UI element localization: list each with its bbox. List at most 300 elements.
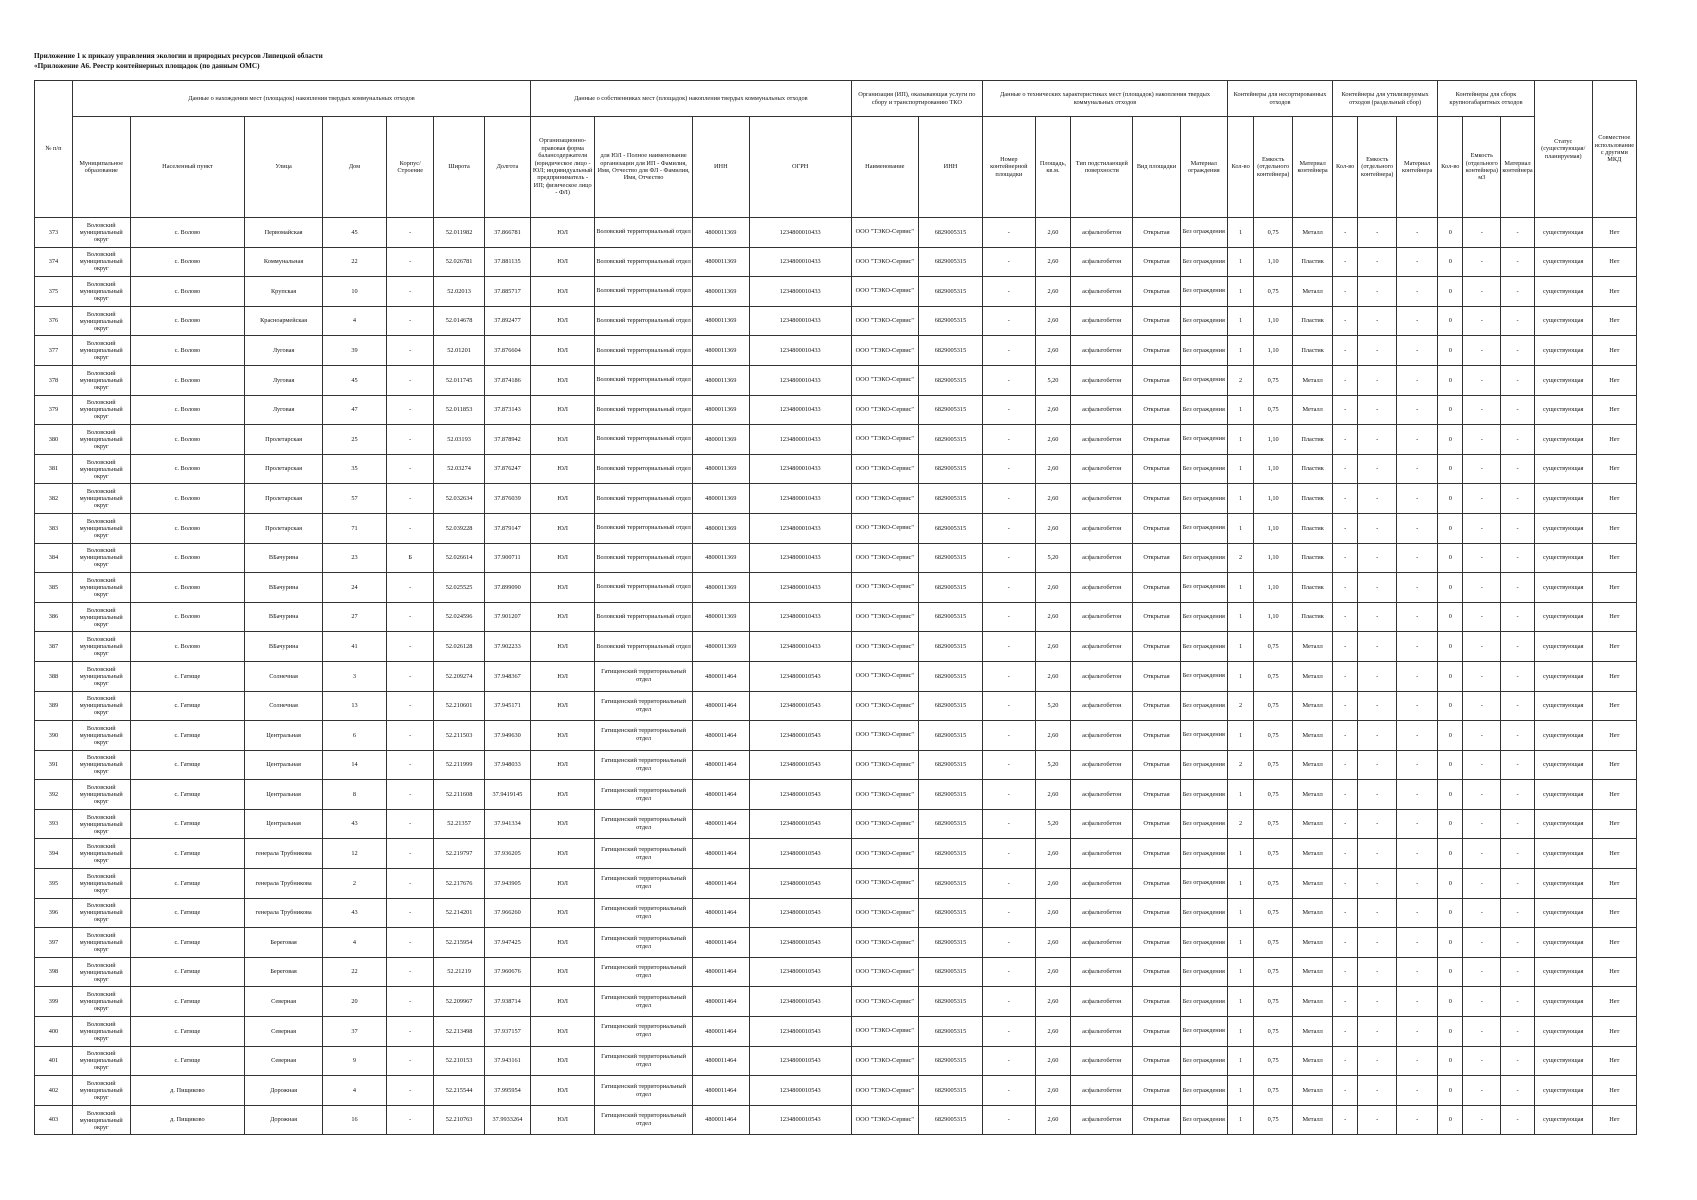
header-b-volume: Емкость (отдельного контейнера) м3: [1463, 117, 1501, 218]
cell-shared: Нет: [1592, 365, 1636, 395]
cell-r-material: -: [1397, 306, 1438, 336]
cell-ogrn: 1234800010433: [749, 632, 851, 662]
cell-owner-name: Гатищенский территориальный отдел: [595, 1046, 693, 1076]
cell-org-inn: 6829005315: [918, 661, 982, 691]
cell-inn: 4800011464: [692, 957, 749, 987]
cell-legal-form: ЮЛ: [531, 1076, 595, 1106]
cell-n: 384: [35, 543, 73, 573]
cell-org-inn: 6829005315: [918, 721, 982, 751]
cell-site-type: Открытая: [1133, 1076, 1180, 1106]
cell-b-count: 0: [1438, 484, 1463, 514]
cell-ogrn: 1234800010433: [749, 484, 851, 514]
cell-r-count: -: [1333, 336, 1358, 366]
cell-a-material: Металл: [1293, 661, 1333, 691]
cell-r-count: -: [1333, 750, 1358, 780]
cell-r-count: -: [1333, 780, 1358, 810]
cell-lat: 52.211999: [434, 750, 484, 780]
cell-settlement: с. Волово: [130, 632, 245, 662]
table-header: [35, 81, 1637, 218]
cell-b-count: 0: [1438, 987, 1463, 1017]
cell-site-number: -: [983, 277, 1036, 307]
cell-building: -: [387, 454, 434, 484]
cell-org-name: ООО "ТЭКО-Сервис": [851, 1105, 918, 1135]
cell-ogrn: 1234800010433: [749, 365, 851, 395]
cell-mo: Воловский муниципальный округ: [72, 602, 130, 632]
cell-ogrn: 1234800010433: [749, 336, 851, 366]
cell-org-inn: 6829005315: [918, 839, 982, 869]
cell-a-material: Пластик: [1293, 425, 1333, 455]
cell-shared: Нет: [1592, 809, 1636, 839]
cell-mo: Воловский муниципальный округ: [72, 839, 130, 869]
cell-b-volume: -: [1463, 513, 1501, 543]
cell-b-material: -: [1501, 365, 1535, 395]
cell-org-name: ООО "ТЭКО-Сервис": [851, 484, 918, 514]
cell-n: 373: [35, 218, 73, 248]
cell-a-volume: 1,10: [1254, 454, 1293, 484]
cell-r-material: -: [1397, 898, 1438, 928]
cell-building: -: [387, 928, 434, 958]
cell-a-volume: 0,75: [1254, 661, 1293, 691]
cell-area: 5,20: [1035, 750, 1071, 780]
cell-fence: Без ограждения: [1180, 898, 1227, 928]
cell-org-inn: 6829005315: [918, 1105, 982, 1135]
cell-lon: 37.943161: [484, 1046, 530, 1076]
cell-r-material: -: [1397, 425, 1438, 455]
cell-fence: Без ограждения: [1180, 1017, 1227, 1047]
cell-lon: 37.873143: [484, 395, 530, 425]
cell-street: Солнечная: [245, 661, 323, 691]
cell-house: 20: [322, 987, 386, 1017]
cell-r-material: -: [1397, 721, 1438, 751]
table-row: [35, 395, 1637, 425]
cell-house: 4: [322, 306, 386, 336]
cell-site-type: Открытая: [1133, 1017, 1180, 1047]
header-a-volume: Емкость (отдельного контейнера): [1254, 117, 1293, 218]
cell-site-type: Открытая: [1133, 306, 1180, 336]
cell-ogrn: 1234800010543: [749, 691, 851, 721]
table-row: [35, 602, 1637, 632]
cell-area: 5,20: [1035, 365, 1071, 395]
cell-legal-form: ЮЛ: [531, 1017, 595, 1047]
cell-r-material: -: [1397, 513, 1438, 543]
cell-shared: Нет: [1592, 1105, 1636, 1135]
table-row: [35, 839, 1637, 869]
cell-n: 394: [35, 839, 73, 869]
cell-a-material: Пластик: [1293, 336, 1333, 366]
cell-surface: асфальтобетон: [1071, 839, 1133, 869]
header-group-recyclable: Контейнеры для утилизируемых отходов (раздельный сбор): [1333, 81, 1438, 117]
cell-settlement: с. Волово: [130, 543, 245, 573]
cell-org-name: ООО "ТЭКО-Сервис": [851, 869, 918, 899]
cell-r-count: -: [1333, 513, 1358, 543]
cell-a-count: 1: [1227, 1046, 1253, 1076]
cell-building: -: [387, 839, 434, 869]
cell-lat: 52.03274: [434, 454, 484, 484]
cell-lat: 52.011982: [434, 218, 484, 248]
cell-site-type: Открытая: [1133, 543, 1180, 573]
cell-mo: Воловский муниципальный округ: [72, 336, 130, 366]
cell-org-inn: 6829005315: [918, 987, 982, 1017]
cell-settlement: с. Гатище: [130, 928, 245, 958]
cell-legal-form: ЮЛ: [531, 957, 595, 987]
cell-org-name: ООО "ТЭКО-Сервис": [851, 1046, 918, 1076]
cell-a-count: 2: [1227, 691, 1253, 721]
cell-surface: асфальтобетон: [1071, 809, 1133, 839]
cell-mo: Воловский муниципальный округ: [72, 454, 130, 484]
cell-surface: асфальтобетон: [1071, 513, 1133, 543]
cell-owner-name: Гатищенский территориальный отдел: [595, 898, 693, 928]
cell-fence: Без ограждения: [1180, 395, 1227, 425]
cell-b-volume: -: [1463, 602, 1501, 632]
cell-settlement: с. Волово: [130, 247, 245, 277]
cell-b-material: -: [1501, 513, 1535, 543]
cell-b-volume: -: [1463, 721, 1501, 751]
cell-site-type: Открытая: [1133, 750, 1180, 780]
cell-street: Дорожная: [245, 1105, 323, 1135]
cell-lon: 37.892477: [484, 306, 530, 336]
cell-shared: Нет: [1592, 395, 1636, 425]
cell-b-volume: -: [1463, 277, 1501, 307]
cell-a-volume: 0,75: [1254, 780, 1293, 810]
cell-building: -: [387, 809, 434, 839]
cell-a-material: Металл: [1293, 721, 1333, 751]
cell-a-count: 1: [1227, 957, 1253, 987]
cell-org-inn: 6829005315: [918, 247, 982, 277]
cell-b-material: -: [1501, 425, 1535, 455]
cell-a-count: 1: [1227, 987, 1253, 1017]
cell-n: 393: [35, 809, 73, 839]
cell-status: существующая: [1534, 543, 1592, 573]
cell-shared: Нет: [1592, 277, 1636, 307]
cell-a-volume: 1,10: [1254, 513, 1293, 543]
cell-house: 47: [322, 395, 386, 425]
cell-b-volume: -: [1463, 1046, 1501, 1076]
cell-b-material: -: [1501, 957, 1535, 987]
cell-house: 24: [322, 573, 386, 603]
cell-fence: Без ограждения: [1180, 691, 1227, 721]
cell-area: 2,60: [1035, 513, 1071, 543]
cell-status: существующая: [1534, 898, 1592, 928]
cell-surface: асфальтобетон: [1071, 928, 1133, 958]
cell-house: 22: [322, 957, 386, 987]
header-legal-form: Организационно-правовая форма балансодержателя (юридическое лицо - ЮЛ; индивидуальный предприниматель - ИП; физическое лицо - ФЛ): [531, 117, 595, 218]
cell-house: 16: [322, 1105, 386, 1135]
cell-status: существующая: [1534, 247, 1592, 277]
cell-a-material: Металл: [1293, 691, 1333, 721]
table-row: [35, 691, 1637, 721]
cell-n: 392: [35, 780, 73, 810]
cell-n: 391: [35, 750, 73, 780]
cell-org-name: ООО "ТЭКО-Сервис": [851, 336, 918, 366]
cell-site-number: -: [983, 602, 1036, 632]
cell-site-type: Открытая: [1133, 809, 1180, 839]
cell-house: 8: [322, 780, 386, 810]
cell-r-material: -: [1397, 957, 1438, 987]
cell-building: -: [387, 306, 434, 336]
cell-a-volume: 0,75: [1254, 957, 1293, 987]
header-b-material: Материал контейнера: [1501, 117, 1535, 218]
cell-r-count: -: [1333, 395, 1358, 425]
cell-b-volume: -: [1463, 365, 1501, 395]
cell-a-volume: 0,75: [1254, 632, 1293, 662]
cell-inn: 4800011369: [692, 513, 749, 543]
cell-lat: 52.21219: [434, 957, 484, 987]
cell-surface: асфальтобетон: [1071, 987, 1133, 1017]
cell-site-number: -: [983, 987, 1036, 1017]
cell-site-type: Открытая: [1133, 602, 1180, 632]
cell-ogrn: 1234800010543: [749, 661, 851, 691]
cell-shared: Нет: [1592, 543, 1636, 573]
cell-area: 2,60: [1035, 247, 1071, 277]
cell-org-inn: 6829005315: [918, 602, 982, 632]
table-row: [35, 365, 1637, 395]
cell-org-inn: 6829005315: [918, 336, 982, 366]
cell-b-material: -: [1501, 721, 1535, 751]
cell-a-count: 1: [1227, 454, 1253, 484]
cell-b-count: 0: [1438, 661, 1463, 691]
cell-b-volume: -: [1463, 987, 1501, 1017]
cell-inn: 4800011464: [692, 661, 749, 691]
cell-area: 2,60: [1035, 1076, 1071, 1106]
header-group-owners: Данные о собственниках мест (площадок) накопления твердых коммунальных отходов: [531, 81, 852, 117]
cell-ogrn: 1234800010433: [749, 218, 851, 248]
cell-settlement: с. Гатище: [130, 898, 245, 928]
cell-inn: 4800011369: [692, 454, 749, 484]
cell-status: существующая: [1534, 1046, 1592, 1076]
cell-a-material: Пластик: [1293, 573, 1333, 603]
cell-building: -: [387, 721, 434, 751]
cell-fence: Без ограждения: [1180, 661, 1227, 691]
cell-r-volume: -: [1358, 750, 1397, 780]
cell-org-inn: 6829005315: [918, 750, 982, 780]
cell-r-material: -: [1397, 691, 1438, 721]
cell-building: -: [387, 898, 434, 928]
cell-settlement: с. Волово: [130, 425, 245, 455]
cell-legal-form: ЮЛ: [531, 395, 595, 425]
cell-owner-name: Гатищенский территориальный отдел: [595, 721, 693, 751]
cell-status: существующая: [1534, 1017, 1592, 1047]
cell-fence: Без ограждения: [1180, 365, 1227, 395]
cell-r-volume: -: [1358, 661, 1397, 691]
cell-lat: 52.217676: [434, 869, 484, 899]
cell-status: существующая: [1534, 839, 1592, 869]
cell-mo: Воловский муниципальный округ: [72, 573, 130, 603]
cell-site-number: -: [983, 484, 1036, 514]
cell-settlement: с. Гатище: [130, 721, 245, 751]
cell-surface: асфальтобетон: [1071, 1076, 1133, 1106]
cell-legal-form: ЮЛ: [531, 218, 595, 248]
cell-building: -: [387, 602, 434, 632]
cell-b-volume: -: [1463, 750, 1501, 780]
cell-b-count: 0: [1438, 425, 1463, 455]
cell-inn: 4800011369: [692, 218, 749, 248]
cell-ogrn: 1234800010543: [749, 987, 851, 1017]
cell-ogrn: 1234800010543: [749, 1017, 851, 1047]
cell-surface: асфальтобетон: [1071, 1105, 1133, 1135]
cell-surface: асфальтобетон: [1071, 395, 1133, 425]
cell-settlement: с. Гатище: [130, 780, 245, 810]
cell-mo: Воловский муниципальный округ: [72, 957, 130, 987]
cell-r-material: -: [1397, 218, 1438, 248]
cell-status: существующая: [1534, 454, 1592, 484]
cell-b-volume: -: [1463, 395, 1501, 425]
cell-a-count: 1: [1227, 306, 1253, 336]
cell-n: 396: [35, 898, 73, 928]
cell-ogrn: 1234800010433: [749, 573, 851, 603]
cell-house: 10: [322, 277, 386, 307]
cell-org-inn: 6829005315: [918, 277, 982, 307]
cell-owner-name: Воловский территориальный отдел: [595, 277, 693, 307]
cell-ogrn: 1234800010433: [749, 306, 851, 336]
cell-site-type: Открытая: [1133, 839, 1180, 869]
header-group-org: Организация (ИП), оказывающая услуги по сбору и транспортированию ТКО: [851, 81, 982, 117]
cell-house: 71: [322, 513, 386, 543]
document-title: [34, 51, 323, 71]
cell-r-count: -: [1333, 218, 1358, 248]
cell-lon: 37.879147: [484, 513, 530, 543]
cell-house: 3: [322, 661, 386, 691]
cell-site-number: -: [983, 750, 1036, 780]
cell-org-inn: 6829005315: [918, 425, 982, 455]
cell-org-name: ООО "ТЭКО-Сервис": [851, 721, 918, 751]
cell-r-count: -: [1333, 1105, 1358, 1135]
cell-site-number: -: [983, 543, 1036, 573]
cell-owner-name: Воловский территориальный отдел: [595, 247, 693, 277]
cell-r-volume: -: [1358, 454, 1397, 484]
cell-r-material: -: [1397, 1046, 1438, 1076]
cell-surface: асфальтобетон: [1071, 425, 1133, 455]
header-status: Статус (существующая/ планируемая): [1534, 81, 1592, 218]
cell-ogrn: 1234800010543: [749, 957, 851, 987]
cell-status: существующая: [1534, 721, 1592, 751]
cell-status: существующая: [1534, 691, 1592, 721]
cell-shared: Нет: [1592, 306, 1636, 336]
cell-b-count: 0: [1438, 750, 1463, 780]
cell-site-number: -: [983, 365, 1036, 395]
cell-lon: 37.937157: [484, 1017, 530, 1047]
cell-owner-name: Воловский территориальный отдел: [595, 632, 693, 662]
cell-fence: Без ограждения: [1180, 928, 1227, 958]
cell-b-material: -: [1501, 306, 1535, 336]
cell-b-material: -: [1501, 218, 1535, 248]
cell-status: существующая: [1534, 513, 1592, 543]
cell-a-material: Металл: [1293, 632, 1333, 662]
cell-mo: Воловский муниципальный округ: [72, 869, 130, 899]
cell-a-volume: 1,10: [1254, 247, 1293, 277]
cell-shared: Нет: [1592, 484, 1636, 514]
cell-a-volume: 0,75: [1254, 809, 1293, 839]
cell-r-material: -: [1397, 839, 1438, 869]
table-row: [35, 484, 1637, 514]
cell-b-material: -: [1501, 543, 1535, 573]
table-row: [35, 928, 1637, 958]
cell-house: 39: [322, 336, 386, 366]
cell-a-material: Металл: [1293, 218, 1333, 248]
cell-status: существующая: [1534, 928, 1592, 958]
cell-a-volume: 0,75: [1254, 987, 1293, 1017]
cell-site-number: -: [983, 632, 1036, 662]
cell-b-volume: -: [1463, 780, 1501, 810]
cell-lon: 37.938714: [484, 987, 530, 1017]
cell-settlement: с. Гатище: [130, 957, 245, 987]
cell-shared: Нет: [1592, 869, 1636, 899]
cell-house: 41: [322, 632, 386, 662]
cell-inn: 4800011464: [692, 869, 749, 899]
cell-b-material: -: [1501, 484, 1535, 514]
cell-house: 2: [322, 869, 386, 899]
cell-a-volume: 1,10: [1254, 543, 1293, 573]
cell-ogrn: 1234800010433: [749, 277, 851, 307]
cell-mo: Воловский муниципальный округ: [72, 691, 130, 721]
cell-org-name: ООО "ТЭКО-Сервис": [851, 306, 918, 336]
header-r-count: Кол-во: [1333, 117, 1358, 218]
cell-inn: 4800011464: [692, 1105, 749, 1135]
cell-b-material: -: [1501, 573, 1535, 603]
cell-owner-name: Гатищенский территориальный отдел: [595, 928, 693, 958]
cell-r-volume: -: [1358, 602, 1397, 632]
cell-b-material: -: [1501, 661, 1535, 691]
cell-org-name: ООО "ТЭКО-Сервис": [851, 277, 918, 307]
cell-site-number: -: [983, 1076, 1036, 1106]
cell-mo: Воловский муниципальный округ: [72, 987, 130, 1017]
cell-b-volume: -: [1463, 869, 1501, 899]
cell-legal-form: ЮЛ: [531, 691, 595, 721]
cell-area: 2,60: [1035, 336, 1071, 366]
cell-shared: Нет: [1592, 721, 1636, 751]
header-site-number: Номер контейнерной площадки: [983, 117, 1036, 218]
cell-b-count: 0: [1438, 247, 1463, 277]
cell-org-name: ООО "ТЭКО-Сервис": [851, 839, 918, 869]
cell-b-material: -: [1501, 277, 1535, 307]
cell-settlement: с. Волово: [130, 513, 245, 543]
cell-settlement: с. Гатище: [130, 1017, 245, 1047]
cell-house: 13: [322, 691, 386, 721]
cell-r-count: -: [1333, 661, 1358, 691]
header-shared: Совместное использование с другими МКД: [1592, 81, 1636, 218]
cell-a-count: 2: [1227, 365, 1253, 395]
cell-shared: Нет: [1592, 454, 1636, 484]
cell-org-inn: 6829005315: [918, 1076, 982, 1106]
cell-org-inn: 6829005315: [918, 484, 982, 514]
cell-r-volume: -: [1358, 721, 1397, 751]
cell-b-count: 0: [1438, 691, 1463, 721]
cell-r-material: -: [1397, 987, 1438, 1017]
cell-surface: асфальтобетон: [1071, 573, 1133, 603]
cell-org-inn: 6829005315: [918, 573, 982, 603]
cell-surface: асфальтобетон: [1071, 632, 1133, 662]
table-row: [35, 336, 1637, 366]
cell-r-count: -: [1333, 602, 1358, 632]
cell-site-type: Открытая: [1133, 780, 1180, 810]
cell-legal-form: ЮЛ: [531, 336, 595, 366]
cell-a-material: Металл: [1293, 277, 1333, 307]
cell-site-number: -: [983, 454, 1036, 484]
cell-mo: Воловский муниципальный округ: [72, 513, 130, 543]
cell-lat: 52.026614: [434, 543, 484, 573]
cell-b-volume: -: [1463, 218, 1501, 248]
cell-r-volume: -: [1358, 277, 1397, 307]
header-org-inn: ИНН: [918, 117, 982, 218]
cell-org-inn: 6829005315: [918, 869, 982, 899]
cell-mo: Воловский муниципальный округ: [72, 1076, 130, 1106]
cell-lon: 37.866781: [484, 218, 530, 248]
cell-site-type: Открытая: [1133, 425, 1180, 455]
cell-lon: 37.876604: [484, 336, 530, 366]
cell-lon: 37.936205: [484, 839, 530, 869]
cell-area: 2,60: [1035, 839, 1071, 869]
cell-a-volume: 0,75: [1254, 721, 1293, 751]
cell-building: -: [387, 513, 434, 543]
